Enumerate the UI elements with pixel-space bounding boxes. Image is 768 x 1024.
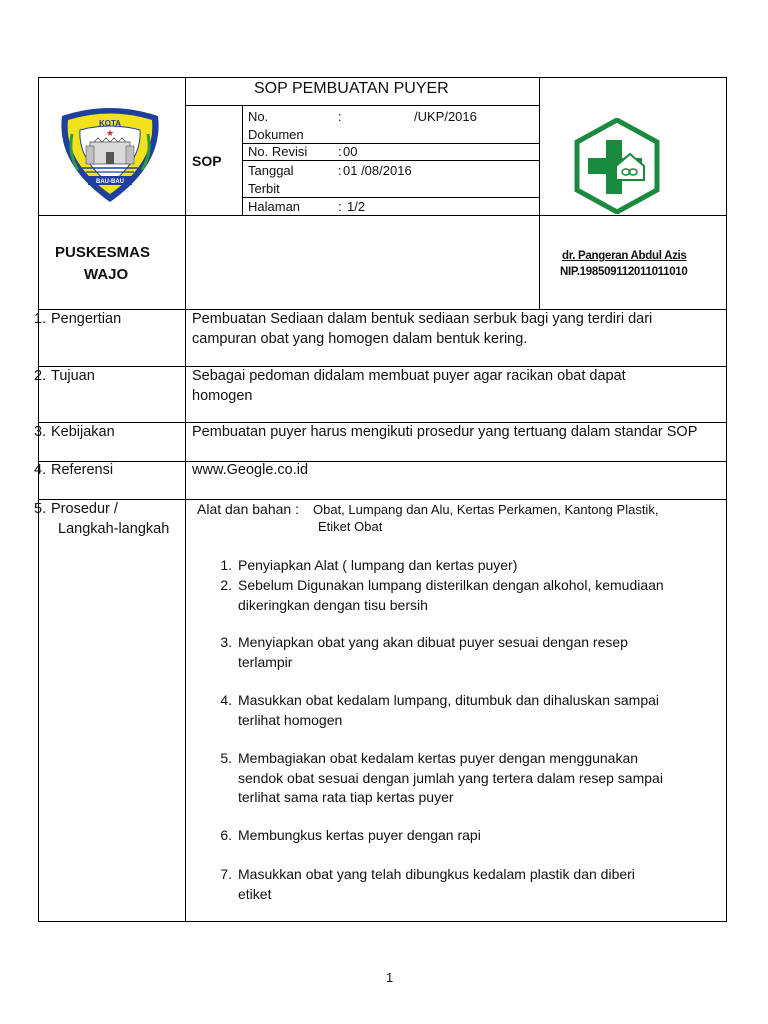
signatory-nip: NIP.198509112011011010: [560, 266, 688, 278]
crest-bottom-text: BAU-BAU: [96, 179, 124, 185]
step-text-cont: sendok obat sesuai dengan jumlah yang tertera dalam resep sampai: [238, 770, 663, 786]
issue-date-sep: :: [338, 163, 342, 178]
section-5-number: 5.: [34, 501, 47, 517]
step-number: 3.: [220, 634, 232, 650]
section-3-label: Kebijakan: [51, 424, 115, 440]
step-number: 2.: [220, 577, 232, 593]
header-row-bottom: [38, 215, 727, 216]
header-right-col-divider: [539, 77, 540, 309]
step-text: Menyiapkan obat yang akan dibuat puyer sesuai dengan resep: [238, 634, 628, 650]
step-text: Penyiapkan Alat ( lumpang dan kertas puyer): [238, 557, 518, 573]
page-number: 1: [386, 970, 394, 985]
step-text-cont: terlampir: [238, 654, 293, 670]
header-border-top: [38, 77, 727, 78]
doc-row-2-bottom: [242, 160, 539, 161]
step-text: Membagiakan obat kedalam kertas puyer dengan menggunakan: [238, 750, 639, 766]
step-number: 1.: [220, 557, 232, 573]
signatory-name: dr. Pangeran Abdul Azis: [562, 250, 687, 262]
doc-number-value: /UKP/2016: [414, 109, 477, 124]
doc-number-label: No.: [248, 109, 269, 124]
puskesmas-logo: [572, 118, 662, 214]
section-2-number: 2.: [34, 368, 47, 384]
sop-label: SOP: [192, 153, 222, 169]
section-5-label: Prosedur /: [51, 501, 118, 517]
page-label: Halaman: [248, 199, 301, 214]
step-text: Sebelum Digunakan lumpang disterilkan dengan alkohol, kemudiaan: [238, 577, 664, 593]
step-text-cont: etiket: [238, 886, 272, 902]
section-2-text: Sebagai pedoman didalam membuat puyer agar racikan obat dapat homogen: [192, 368, 626, 404]
page-sep: :: [338, 199, 342, 214]
section-1-text: Pembuatan Sediaan dalam bentuk sediaan serbuk bagi yang terdiri dari campuran obat yang homogen dalam bentuk kering.: [192, 311, 653, 347]
step-number: 4.: [220, 692, 232, 708]
issue-date-label-2: Terbit: [248, 181, 280, 196]
section-1-label: Pengertian: [51, 311, 122, 327]
step-text: Masukkan obat yang telah dibungkus kedalam plastik dan diberi: [238, 866, 635, 882]
section-4-number: 4.: [34, 462, 47, 478]
doc-row-3-bottom: [242, 197, 539, 198]
step-text-cont: terlihat homogen: [238, 712, 343, 728]
section-4-bottom: [38, 499, 727, 500]
step-number: 7.: [220, 866, 232, 882]
doc-number-sep: :: [338, 109, 342, 124]
step-text-cont: terlihat sama rata tiap kertas puyer: [238, 789, 454, 805]
issue-date-value: 01 /08/2016: [343, 163, 412, 178]
tools-value-2: Etiket Obat: [318, 519, 383, 534]
city-crest-logo: [54, 104, 166, 206]
crest-top-text: KOTA: [98, 119, 122, 128]
section-3-bottom: [38, 461, 727, 462]
document-title: SOP PEMBUATAN PUYER: [254, 80, 449, 97]
section-3-number: 3.: [34, 424, 47, 440]
page-value: 1/2: [347, 199, 366, 214]
section-4-label: Referensi: [51, 462, 114, 478]
step-text: Masukkan obat kedalam lumpang, ditumbuk dan dihaluskan sampai: [238, 692, 660, 708]
revision-sep: :: [338, 144, 342, 159]
tools-value: Obat, Lumpang dan Alu, Kertas Perkamen, Kantong Plastik,: [313, 502, 659, 517]
step-number: 6.: [220, 827, 232, 843]
section-2-label: Tujuan: [51, 368, 95, 384]
svg-text:★: ★: [105, 128, 115, 138]
section-4-text: www.Geogle.co.id: [192, 462, 309, 478]
institution-location: WAJO: [84, 266, 129, 283]
step-text: Membungkus kertas puyer dengan rapi: [238, 827, 481, 843]
section-3-text: Pembuatan puyer harus mengikuti prosedur yang tertuang dalam standar SOP: [192, 424, 698, 440]
section-5-label-2: Langkah-langkah: [58, 521, 170, 537]
title-row-bottom: [185, 105, 539, 106]
institution-name: PUSKESMAS: [55, 244, 151, 261]
doc-number-label-2: Dokumen: [248, 127, 304, 142]
section-1-number: 1.: [34, 311, 47, 327]
revision-value: 00: [343, 144, 358, 159]
revision-label: No. Revisi: [248, 144, 308, 159]
step-text-cont: dikeringkan dengan tisu bersih: [238, 597, 428, 613]
step-number: 5.: [220, 750, 232, 766]
table-bottom: [38, 921, 727, 922]
tools-label: Alat dan bahan :: [197, 501, 299, 517]
issue-date-label: Tanggal: [248, 163, 294, 178]
